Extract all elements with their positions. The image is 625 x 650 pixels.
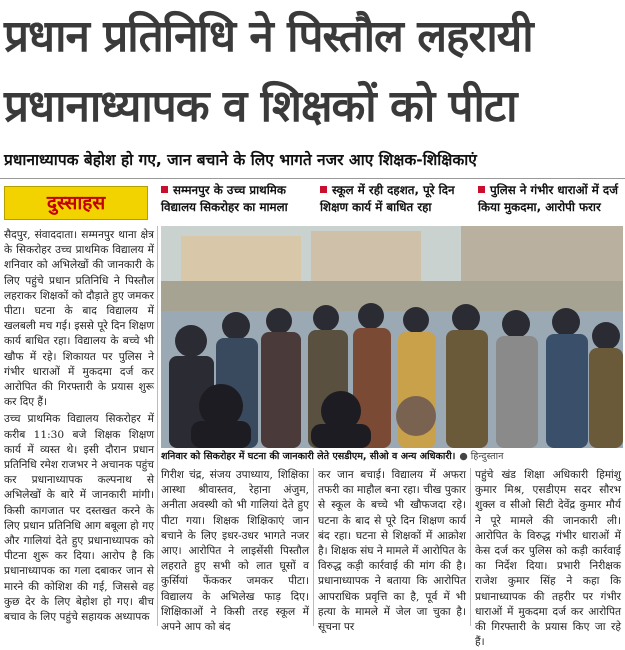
- bullet-square-icon: [320, 186, 327, 193]
- bullet-square-icon: [161, 186, 168, 193]
- article-paragraph: उच्च प्राथमिक विद्यालय सिकरोहर में करीब 11:30 बजे शिक्षक शिक्षण कार्य में व्यस्त थे। इसी दौरान प्रधान प्रतिनिधि रमेश राजभर ने अचानक पहुंच कर प्रधानाध्यापक कल्पनाथ से अभिलेखों के बारे में जानकारी मांगी। किसी कागजात पर दस्तखत करने के लिए प्रधान प्रतिनिधि आग बबूला हो गए और गालियां देते हुए प्रधानाध्यापक को पीटना शुरू कर दिया। आरोप है कि प्रधानाध्यापक का गला दबाकर जान से मारने की कोशिश की गई, जिससे वह कुछ देर के लिए बेहोश हो गए। बीच बचाव के लिए पहुंचे सहायक अध्यापक: [4, 413, 154, 624]
- officials-group-photo: [161, 226, 623, 448]
- article-paragraph: गिरीश चंद्र, संजय उपाध्याय, शिक्षिका आस्था श्रीवास्तव, रेहाना अंजुम, अनीता अवस्थी को भी गालियां देते हुए पीटा गया। शिक्षक शिक्षिकाएं जान बचाने के लिए इधर-उधर भागते नजर आए। आरोपित ने लाइसेंसी पिस्तौल लहराते हुए सभी को लात घूसों व कुर्सियां फेंककर जमकर पीटा। विद्यालय के अभिलेख फाड़ दिए। शिक्षिकाओं ने किसी तरह स्कूल में अपने आप को बंद: [161, 469, 309, 634]
- news-photo: [161, 226, 623, 448]
- headline-line-1: प्रधान प्रतिनिधि ने पिस्तौल लहरायी: [4, 11, 533, 62]
- article-column-4: [475, 468, 621, 649]
- bullet-square-icon: [478, 186, 485, 193]
- divider: [0, 178, 625, 179]
- section-badge: [4, 186, 148, 220]
- highlight-2: स्कूल में रही दहशत, पूरे दिन शिक्षण कार्य में बाधित रहा: [320, 183, 455, 214]
- photo-caption: शनिवार को सिकरोहर में घटना की जानकारी लेते एसडीएम, सीओ व अन्य अधिकारी। ● हिन्दुस्तान: [161, 451, 504, 462]
- highlight-1: सम्मनपुर के उच्च प्राथमिक विद्यालय सिकरोहर का मामला: [161, 183, 288, 214]
- article-paragraph: कर जान बचाई। विद्यालय में अफरा तफरी का माहौल बना रहा। चीख पुकार से स्कूल के बच्चे भी खौफजदा रहे। घटना के बाद से पूरे दिन शिक्षण कार्य बंद रहा। घटना से शिक्षकों में आक्रोश है। शिक्षक संघ ने मामले में आरोपित के विरुद्ध कड़ी कार्रवाई की मांग की है। प्रधानाध्यापक ने बताया कि आरोपित आपराधिक प्रवृत्ति का है, पूर्व में भी हत्या के मामले में जेल जा चुका है। सूचना पर: [318, 469, 466, 634]
- article-column-3: [318, 468, 466, 634]
- article-column-2: [161, 468, 309, 634]
- article-paragraph: सैदपुर, संवाददाता। सम्मनपुर थाना क्षेत्र के सिकरोहर उच्च प्राथमिक विद्यालय में शनिवार को अभिलेखों की जानकारी के लिए पहुंचे प्रधान प्रतिनिधि ने पिस्तौल लहराकर शिक्षकों को दौड़ाते हुए जमकर पीटा। घटना के बाद विद्यालय में खलबली मच गई। इससे पूरे दिन शिक्षण कार्य बाधित रहा। विद्यालय के बच्चे भी खौफ में रहे। शिकायत पर पुलिस ने गंभीर धाराओं में मुकदमा दर्ज कर आरोपित की गिरफ्तारी के प्रयास शुरू कर दिए हैं।: [4, 229, 154, 409]
- column-divider: [313, 468, 314, 626]
- badge-label: दुस्साहस: [46, 192, 106, 214]
- subheadline: प्रधानाध्यापक बेहोश हो गए, जान बचाने के लिए भागते नजर आए शिक्षक-शिक्षिकाएं: [4, 151, 477, 169]
- highlight-3: पुलिस ने गंभीर धाराओं में दर्ज किया मुकदमा, आरोपी फरार: [478, 183, 618, 214]
- photo-credit: ● हिन्दुस्तान: [459, 451, 504, 462]
- article-paragraph: पहुंचे खंड शिक्षा अधिकारी हिमांशु कुमार मिश्र, एसडीएम सदर सौरभ शुक्ल व सीओ सिटी देवेंद्र कुमार मौर्य ने पूरे मामले की जानकारी ली। आरोपित के विरुद्ध गंभीर धाराओं में केस दर्ज कर पुलिस को कड़ी कार्रवाई का निर्देश दिया। प्रभारी निरीक्षक राजेश कुमार सिंह ने कहा कि प्रधानाध्यापक की तहरीर पर गंभीर धाराओं में मुकदमा दर्ज कर आरोपित की गिरफ्तारी के प्रयास किए जा रहे हैं।: [475, 469, 621, 649]
- column-divider: [470, 468, 471, 626]
- article-column-1: [4, 228, 154, 626]
- column-divider: [157, 226, 158, 626]
- headline-line-2: प्रधानाध्यापक व शिक्षकों को पीटा: [4, 81, 517, 132]
